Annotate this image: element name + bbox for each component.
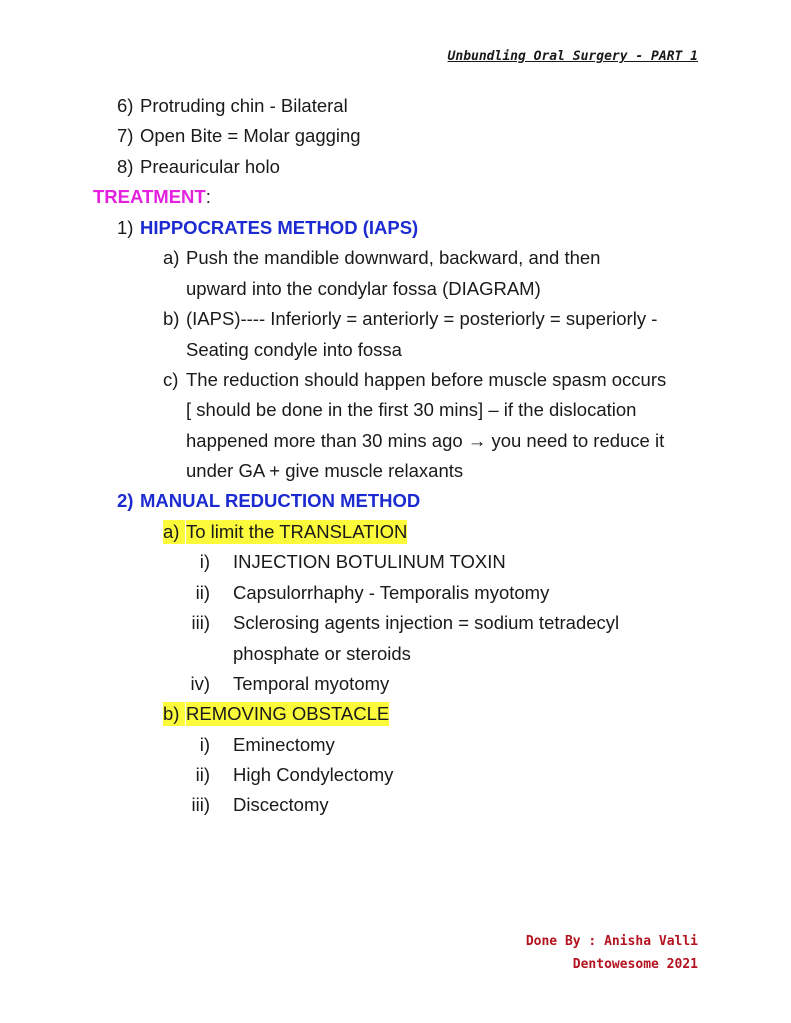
list-marker: b) xyxy=(163,702,185,726)
list-item-text: The reduction should happen before muscle spasm occurs xyxy=(186,369,667,390)
list-marker: a) xyxy=(163,520,185,544)
list-item-text: Seating condyle into fossa xyxy=(186,339,402,360)
list-item-text: Preauricular holo xyxy=(140,156,280,177)
list-item-text: Capsulorrhaphy - Temporalis myotomy xyxy=(233,582,550,603)
list-item-text: upward into the condylar fossa (DIAGRAM) xyxy=(186,278,541,299)
list-item-text: Sclerosing agents injection = sodium tetradecyl xyxy=(233,612,620,633)
treatment-colon: : xyxy=(205,186,211,207)
list-item-text: Open Bite = Molar gagging xyxy=(140,125,361,146)
list-marker: ii) xyxy=(195,764,210,785)
list-marker: c) xyxy=(163,369,179,390)
list-item-text: [ should be done in the first 30 mins] – if the dislocation xyxy=(186,399,637,420)
list-item-text: INJECTION BOTULINUM TOXIN xyxy=(233,551,506,572)
treatment-heading xyxy=(93,185,211,209)
list-item-text: phosphate or steroids xyxy=(233,643,411,664)
list-item-text: under GA + give muscle relaxants xyxy=(186,460,464,481)
footer-brand: Dentowesome 2021 xyxy=(572,957,698,972)
method-2-title: MANUAL REDUCTION METHOD xyxy=(140,490,421,511)
list-marker: 8) xyxy=(117,156,134,177)
subsection-a-title: To limit the TRANSLATION xyxy=(186,521,408,542)
list-marker: 1) xyxy=(117,217,134,238)
list-marker: 6) xyxy=(117,95,134,116)
list-marker: a) xyxy=(163,247,180,268)
subsection-b-title: REMOVING OBSTACLE xyxy=(186,703,390,724)
list-item-text: Push the mandible downward, backward, and then xyxy=(186,247,601,268)
list-item-text: Eminectomy xyxy=(233,734,335,755)
method-1-title: HIPPOCRATES METHOD (IAPS) xyxy=(140,217,419,238)
list-marker: 2) xyxy=(117,490,134,511)
list-item-text: Temporal myotomy xyxy=(233,673,390,694)
list-marker: b) xyxy=(163,308,180,329)
list-item-text: Discectomy xyxy=(233,794,329,815)
list-marker: i) xyxy=(199,551,210,572)
list-item-text: Protruding chin - Bilateral xyxy=(140,95,348,116)
list-item-text: happened more than 30 mins ago → you need to reduce it xyxy=(186,430,665,451)
treatment-label: TREATMENT xyxy=(93,186,206,207)
list-item-text: High Condylectomy xyxy=(233,764,394,785)
footer-author: Done By : Anisha Valli xyxy=(525,934,698,949)
list-marker: 7) xyxy=(117,125,134,146)
list-marker: iii) xyxy=(191,612,210,633)
page-header-title: Unbundling Oral Surgery - PART 1 xyxy=(447,49,698,64)
list-marker: iii) xyxy=(191,794,210,815)
list-marker: iv) xyxy=(190,673,210,694)
list-marker: i) xyxy=(199,734,210,755)
list-item-text: (IAPS)---- Inferiorly = anteriorly = posteriorly = superiorly - xyxy=(186,308,658,329)
list-marker: ii) xyxy=(195,582,210,603)
